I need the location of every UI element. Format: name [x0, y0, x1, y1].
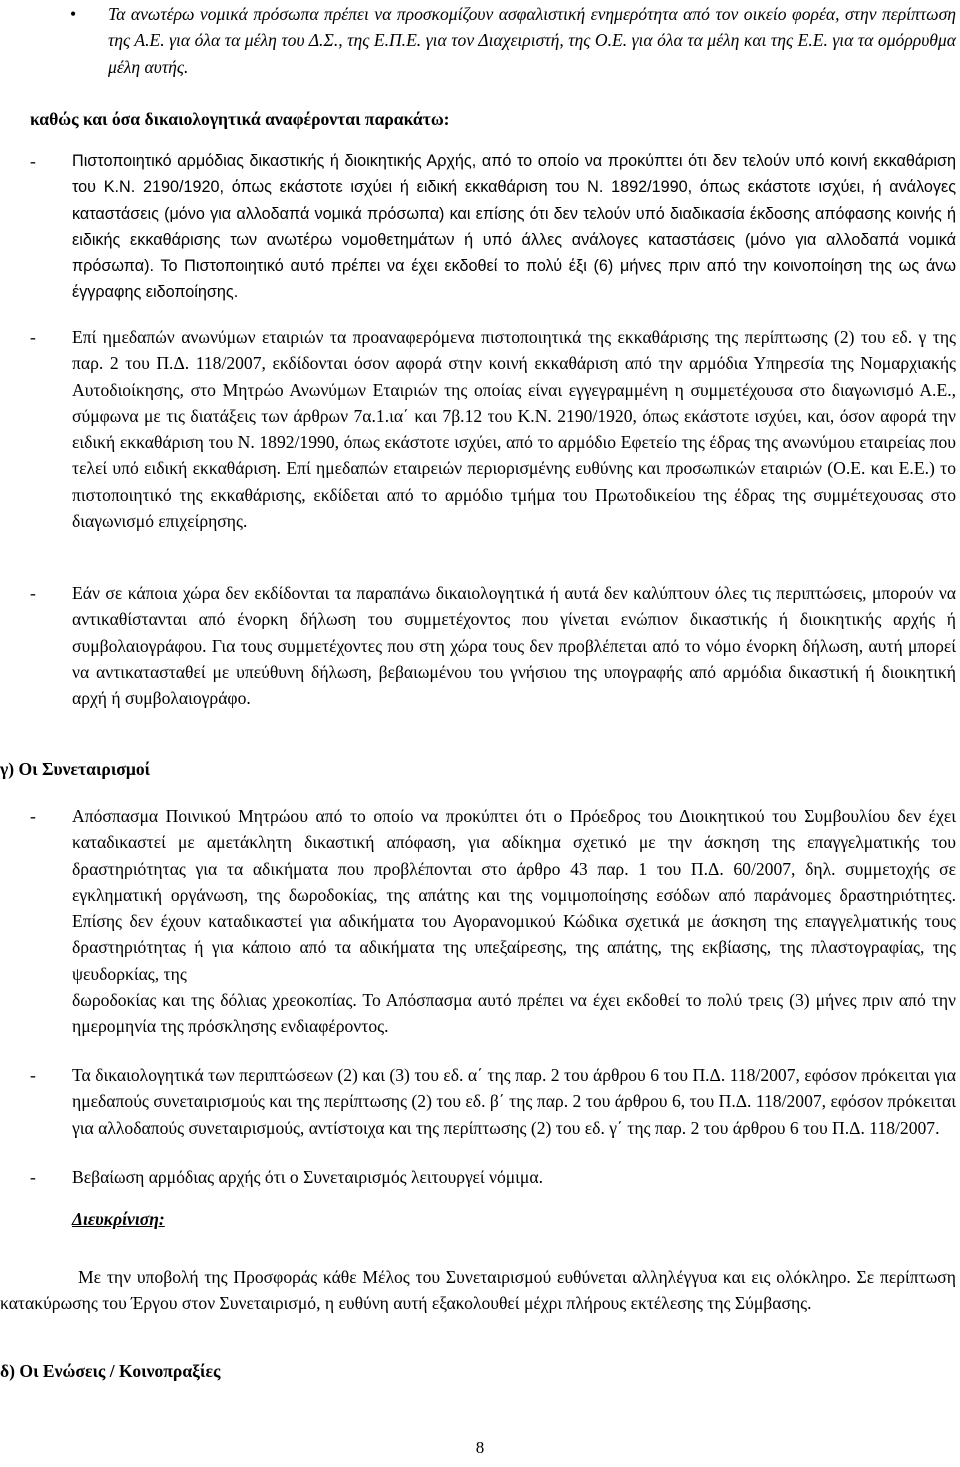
intro-line: καθώς και όσα δικαιολογητικά αναφέρονται παρακάτω: [30, 109, 450, 129]
section-d-heading: δ) Οι Ενώσεις / Κοινοπραξίες [0, 1361, 221, 1381]
domestic-companies-item: Επί ημεδαπών ανωνύμων εταιριών τα προαναφερόμενα πιστοποιητικά της εκκαθάρισης της περίπτωσης (2) του εδ. γ της παρ. 2 του Π.Δ. 118/2007, εκδίδονται όσον αφορά στην κοινή εκκαθάριση από την αρμόδια Υπηρεσία της Νομαρχιακής Αυτοδιοίκησης, στο Μητρώο Ανωνύμων Εταιριών της οποίας είναι εγγεγραμμένη η συμμετέχουσα στο διαγωνισμό Α.Ε., σύμφωνα με τις διατάξεις των άρθρων 7α.1.ια΄ και 7β.12 του Κ.Ν. 2190/1920, όπως εκάστοτε ισχύει, και, όσον αφορά την ειδική εκκαθάριση του Ν. 1892/1990, όπως εκάστοτε ισχύει, από το αρμόδιο Εφετείο της έδρας της ανωνύμου εταιρείας που τελεί υπό ειδική εκκαθάριση. Επί ημεδαπών εταιρειών περιορισμένης ευθύνης και προσωπικών εταιριών (Ο.Ε. και Ε.Ε.) το πιστοποιητικό της εκκαθάρισης, εκδίδεται από το αρμόδιο τμήμα του Πρωτοδικείου της έδρας της συμμέτεχουσας στο διαγωνισμό επιχείρησης. [72, 327, 956, 532]
section-c-heading: γ) Οι Συνεταιρισμοί [0, 759, 151, 779]
certificate-item: Πιστοποιητικό αρμόδιας δικαστικής ή διοικητικής Αρχής, από το οποίο να προκύπτει ότι δεν τελούν υπό κοινή εκκαθάριση του Κ.Ν. 2190/1920, όπως εκάστοτε ισχύει ή ειδική εκκαθάριση του Ν. 1892/1990, όπως εκάστοτε ισχύει, ή ανάλογες καταστάσεις (μόνο για αλλοδαπά νομικά πρόσωπα) και επίσης ότι δεν τελούν υπό διαδικασία έκδοσης απόφασης κοινής ή ειδικής εκκαθάρισης των ανωτέρω νομοθετημάτων ή υπό άλλες ανάλογες καταστάσεις (μόνο για αλλοδαπά νομικά πρόσωπα). Το Πιστοποιητικό αυτό πρέπει να έχει εκδοθεί το πολύ έξι (6) μήνες πριν από την κοινοποίηση της ως άνω έγγραφης ειδοποίησης. [72, 152, 956, 302]
clarification-label: Διευκρίνιση: [72, 1209, 165, 1229]
dash-marker: - [30, 1065, 36, 1085]
page-number: 8 [475, 1438, 485, 1457]
clarification-text: Με την υποβολή της Προσφοράς κάθε Μέλος του Συνεταιρισμού ευθύνεται αλληλέγγυα και εις ολόκληρο. Σε περίπτωση κατακύρωσης του Έργου στον Συνεταιρισμό, η ευθύνη αυτή εξακολουθεί μέχρι πλήρους εκτέλεσης της Σύμβασης. [0, 1267, 956, 1314]
legal-operation-item: Βεβαίωση αρμόδιας αρχής ότι ο Συνεταιρισμός λειτουργεί νόμιμα. [72, 1167, 543, 1187]
dash-marker: - [30, 151, 36, 171]
sworn-declaration-item: Εάν σε κάποια χώρα δεν εκδίδονται τα παραπάνω δικαιολογητικά ή αυτά δεν καλύπτουν όλες τις περιπτώσεις, μπορούν να αντικαθίστανται από ένορκη δήλωση του συμμετέχοντος που γίνεται ενώπιον δικαστικής ή διοικητικής αρχής ή συμβολαιογράφου. Για τους συμμετέχοντες που στη χώρα τους δεν προβλέπεται από το νόμο ένορκη δήλωση, αυτή μπορεί να αντικατασταθεί με υπεύθυνη δήλωση, βεβαιωμένου του γνήσιου της υπογραφής από αρμόδια δικαστική ή διοικητική αρχή ή συμβολαιογράφο. [72, 583, 956, 709]
criminal-record-item [72, 803, 956, 1040]
criminal-record-text: Απόσπασμα Ποινικού Μητρώου από το οποίο να προκύπτει ότι ο Πρόεδρος του Διοικητικού του Συμβουλίου δεν έχει καταδικαστεί με αμετάκλητη δικαστική απόφαση, για αδίκημα σχετικό με την άσκηση της επαγγελματικής του δραστηριότητας για τα αδικήματα που προβλέπονται στο άρθρο 43 παρ. 1 του Π.Δ. 60/2007, δηλ. συμμετοχής σε εγκληματική οργάνωση, της δωροδοκίας, της απάτης και της νομιμοποίησης εσόδων από παράνομες δραστηριότητες. Επίσης δεν έχουν καταδικαστεί για αδικήματα του Αγορανομικού Κώδικα σχετικά με άσκηση της επαγγελματικής τους δραστηριότητας ή για κάποιο από τα αδικήματα της υπεξαίρεσης, της απάτης, της εκβίασης, της πλαστογραφίας, της ψευδορκίας, της [72, 806, 956, 984]
dash-marker: - [30, 1167, 36, 1187]
bullet-symbol: • [70, 4, 77, 24]
dash-marker: - [30, 806, 36, 826]
dash-marker: - [30, 327, 36, 347]
criminal-record-text-cont: δωροδοκίας και της δόλιας χρεοκοπίας. Το Απόσπασμα αυτό πρέπει να έχει εκδοθεί το πολύ τρεις (3) μήνες πριν από την ημερομηνία της πρόσκλησης ενδιαφέροντος. [72, 990, 956, 1037]
insurance-bullet-text: Τα ανωτέρω νομικά πρόσωπα πρέπει να προσκομίζουν ασφαλιστική ενημερότητα από τον οικείο φορέα, στην περίπτωση της Α.Ε. για όλα τα μέλη του Δ.Σ., της Ε.Π.Ε. για τον Διαχειριστή, της Ο.Ε. για όλα τα μέλη και της Ε.Ε. για τα ομόρρυθμα μέλη αυτής. [108, 4, 956, 77]
cooperative-documents-item: Τα δικαιολογητικά των περιπτώσεων (2) και (3) του εδ. α΄ της παρ. 2 του άρθρου 6 του Π.Δ. 118/2007, εφόσον πρόκειται για ημεδαπούς συνεταιρισμούς και της περίπτωσης (2) του εδ. β΄ της παρ. 2 του άρθρου 6, του Π.Δ. 118/2007, εφόσον πρόκειται για αλλοδαπούς συνεταιρισμούς, αντίστοιχα και της περίπτωσης (2) του εδ. γ΄ της παρ. 2 του άρθρου 6 του Π.Δ. 118/2007. [72, 1065, 956, 1138]
dash-marker: - [30, 583, 36, 603]
